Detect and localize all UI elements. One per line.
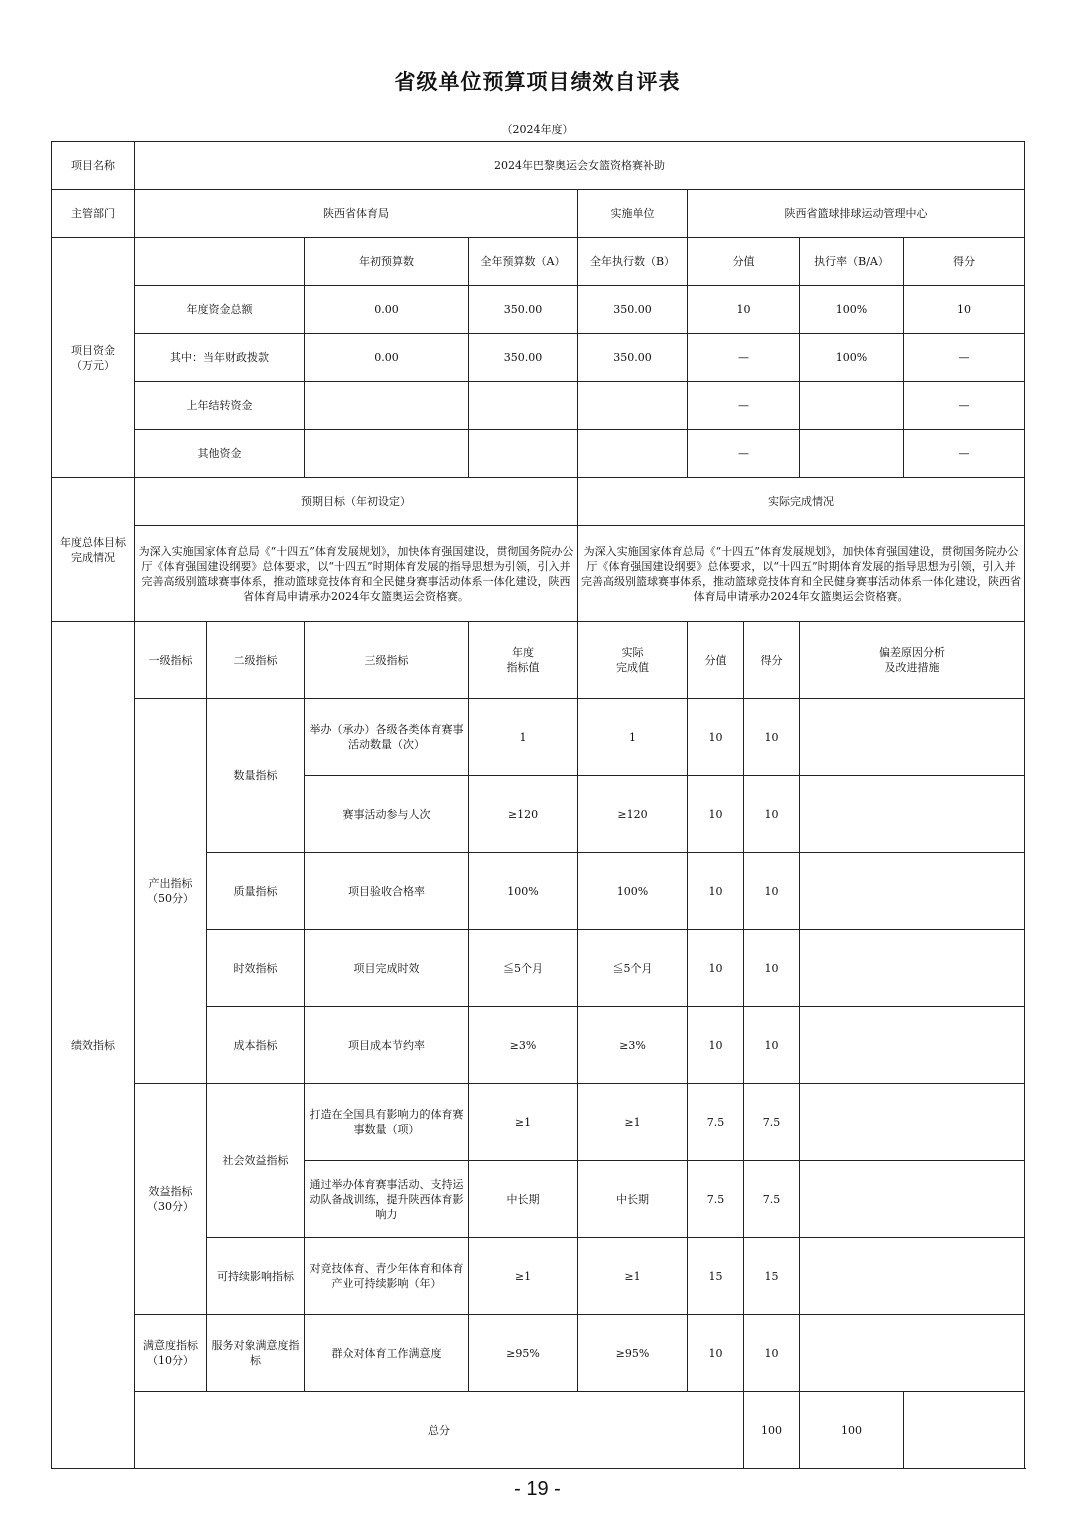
- indicator-deviation: [800, 1238, 1025, 1315]
- funds-header-blank: [135, 238, 305, 286]
- indicator-actual: 1: [578, 699, 688, 776]
- funds-row: [52, 286, 1025, 334]
- indicator-score-value: 10: [688, 930, 744, 1007]
- indicator-deviation: [800, 1084, 1025, 1161]
- perf-header-deviation: 偏差原因分析 及改进措施: [800, 622, 1025, 699]
- indicator-score-value: 10: [688, 1315, 744, 1392]
- total-deviation: [904, 1392, 1025, 1469]
- output-group-label: 产出指标 （50分）: [135, 699, 207, 1084]
- document-title: 省级单位预算项目绩效自评表: [394, 70, 681, 94]
- page-number: - 19 -: [514, 1478, 561, 1500]
- actual-completion-header: 实际完成情况: [578, 478, 1025, 526]
- project-name-row: [52, 142, 1025, 190]
- indicator-score-value: 10: [688, 1007, 744, 1084]
- benefit-group-label: 效益指标 （30分）: [135, 1084, 207, 1315]
- funds-row: [52, 382, 1025, 430]
- indicator-name: 项目验收合格率: [305, 853, 469, 930]
- funds-annual: 350.00: [469, 334, 578, 382]
- goals-header-row: [52, 478, 1025, 526]
- indicator-score: 15: [744, 1238, 800, 1315]
- indicator-deviation: [800, 930, 1025, 1007]
- indicator-score: 10: [744, 699, 800, 776]
- funds-score: 10: [904, 286, 1025, 334]
- indicator-row: [52, 699, 1025, 776]
- funds-initial: [305, 430, 469, 478]
- indicator-deviation: [800, 699, 1025, 776]
- indicator-score: 7.5: [744, 1161, 800, 1238]
- indicator-score: 10: [744, 776, 800, 853]
- funds-row: [52, 334, 1025, 382]
- perf-label: 绩效指标: [52, 622, 135, 1469]
- goals-text-row: [52, 526, 1025, 622]
- indicator-name: 项目成本节约率: [305, 1007, 469, 1084]
- expected-goal-header: 预期目标（年初设定）: [135, 478, 578, 526]
- indicator-score-value: 15: [688, 1238, 744, 1315]
- indicator-name: 举办（承办）各级各类体育赛事活动数量（次）: [305, 699, 469, 776]
- funds-row-name: 上年结转资金: [135, 382, 305, 430]
- indicator-name: 打造在全国具有影响力的体育赛事数量（项）: [305, 1084, 469, 1161]
- funds-initial: [305, 382, 469, 430]
- project-name-value: 2024年巴黎奥运会女篮资格赛补助: [135, 142, 1025, 190]
- indicator-score: 10: [744, 853, 800, 930]
- funds-row-name: 年度资金总额: [135, 286, 305, 334]
- indicator-actual: ≥3%: [578, 1007, 688, 1084]
- funds-score-value: —: [688, 430, 800, 478]
- indicator-actual: ≥95%: [578, 1315, 688, 1392]
- funds-row-name: 其他资金: [135, 430, 305, 478]
- indicator-score: 10: [744, 1315, 800, 1392]
- indicator-target: ≥95%: [469, 1315, 578, 1392]
- indicator-name: 通过举办体育赛事活动、支持运动队备战训练，提升陕西体育影响力: [305, 1161, 469, 1238]
- funds-annual: [469, 382, 578, 430]
- indicator-row: [52, 1315, 1025, 1392]
- funds-executed: [578, 382, 688, 430]
- indicator-target: ≦5个月: [469, 930, 578, 1007]
- timeliness-subgroup-label: 时效指标: [207, 930, 305, 1007]
- perf-header-level1: 一级指标: [135, 622, 207, 699]
- indicator-score-value: 10: [688, 853, 744, 930]
- indicator-row: [52, 1084, 1025, 1161]
- funds-score: —: [904, 382, 1025, 430]
- indicator-actual: ≥1: [578, 1238, 688, 1315]
- funds-executed: 350.00: [578, 334, 688, 382]
- expected-goal-text: 为深入实施国家体育总局《“十四五”体育发展规划》，加快体育强国建设，贯彻国务院办公厅《体育强国建设纲要》总体要求，以“十四五”时期体育发展的指导思想为引领，引入并完善高级别篮球赛事体系，推动篮球竞技体育和全民健身赛事活动体系一体化建设，陕西省体育局申请承办2024年女篮奥运会资格赛。: [135, 526, 578, 622]
- self-evaluation-table: [51, 141, 1025, 1469]
- indicator-actual: 100%: [578, 853, 688, 930]
- dept-label: 主管部门: [52, 190, 135, 238]
- indicator-deviation: [800, 1161, 1025, 1238]
- department-row: [52, 190, 1025, 238]
- satisfaction-group-label: 满意度指标 （10分）: [135, 1315, 207, 1392]
- indicator-score: 7.5: [744, 1084, 800, 1161]
- funds-header-executed: 全年执行数（B）: [578, 238, 688, 286]
- total-score: 100: [800, 1392, 904, 1469]
- funds-rate: [800, 382, 904, 430]
- project-name-label: 项目名称: [52, 142, 135, 190]
- perf-header-actual: 实际 完成值: [578, 622, 688, 699]
- funds-annual: [469, 430, 578, 478]
- funds-initial: 0.00: [305, 286, 469, 334]
- goals-label: 年度总体目标 完成情况: [52, 478, 135, 622]
- funds-rate: 100%: [800, 334, 904, 382]
- funds-score: —: [904, 430, 1025, 478]
- indicator-score: 10: [744, 930, 800, 1007]
- indicator-target: ≥120: [469, 776, 578, 853]
- indicator-actual: ≦5个月: [578, 930, 688, 1007]
- perf-header-level2: 二级指标: [207, 622, 305, 699]
- indicator-score-value: 10: [688, 776, 744, 853]
- perf-header-row: [52, 622, 1025, 699]
- impl-unit-label: 实施单位: [578, 190, 688, 238]
- perf-header-score-value: 分值: [688, 622, 744, 699]
- actual-completion-text: 为深入实施国家体育总局《“十四五”体育发展规划》，加快体育强国建设，贯彻国务院办公厅《体育强国建设纲要》总体要求，以“十四五”时期体育发展的指导思想为引领，引入并完善高级别篮球赛事体系，推动篮球竞技体育和全民健身赛事活动体系一体化建设，陕西省体育局申请承办2024年女篮奥运会资格赛。: [578, 526, 1025, 622]
- indicator-actual: ≥120: [578, 776, 688, 853]
- funds-score-value: 10: [688, 286, 800, 334]
- indicator-deviation: [800, 1315, 1025, 1392]
- funds-score: —: [904, 334, 1025, 382]
- funds-label: 项目资金 （万元）: [52, 238, 135, 478]
- impl-unit-value: 陕西省篮球排球运动管理中心: [688, 190, 1025, 238]
- perf-header-level3: 三级指标: [305, 622, 469, 699]
- funds-header-rate: 执行率（B/A）: [800, 238, 904, 286]
- funds-header-score: 得分: [904, 238, 1025, 286]
- social-subgroup-label: 社会效益指标: [207, 1084, 305, 1238]
- funds-initial: 0.00: [305, 334, 469, 382]
- indicator-name: 赛事活动参与人次: [305, 776, 469, 853]
- sustain-subgroup-label: 可持续影响指标: [207, 1238, 305, 1315]
- perf-header-score: 得分: [744, 622, 800, 699]
- indicator-deviation: [800, 776, 1025, 853]
- funds-header-row: [52, 238, 1025, 286]
- funds-executed: [578, 430, 688, 478]
- total-score-value: 100: [744, 1392, 800, 1469]
- indicator-actual: 中长期: [578, 1161, 688, 1238]
- funds-executed: 350.00: [578, 286, 688, 334]
- indicator-deviation: [800, 853, 1025, 930]
- funds-rate: 100%: [800, 286, 904, 334]
- funds-header-annual: 全年预算数（A）: [469, 238, 578, 286]
- indicator-target: ≥1: [469, 1084, 578, 1161]
- indicator-target: ≥3%: [469, 1007, 578, 1084]
- indicator-target: 中长期: [469, 1161, 578, 1238]
- total-row: [52, 1392, 1025, 1469]
- funds-score-value: —: [688, 382, 800, 430]
- report-year: （2024年度）: [501, 123, 574, 136]
- indicator-name: 项目完成时效: [305, 930, 469, 1007]
- total-label: 总分: [135, 1392, 744, 1469]
- indicator-target: 100%: [469, 853, 578, 930]
- indicator-score-value: 7.5: [688, 1161, 744, 1238]
- indicator-target: 1: [469, 699, 578, 776]
- funds-rate: [800, 430, 904, 478]
- indicator-target: ≥1: [469, 1238, 578, 1315]
- funds-row: [52, 430, 1025, 478]
- funds-header-initial: 年初预算数: [305, 238, 469, 286]
- service-subgroup-label: 服务对象满意度指标: [207, 1315, 305, 1392]
- indicator-score-value: 10: [688, 699, 744, 776]
- indicator-score: 10: [744, 1007, 800, 1084]
- funds-annual: 350.00: [469, 286, 578, 334]
- indicator-deviation: [800, 1007, 1025, 1084]
- indicator-name: 群众对体育工作满意度: [305, 1315, 469, 1392]
- indicator-score-value: 7.5: [688, 1084, 744, 1161]
- indicator-name: 对竞技体育、青少年体育和体育产业可持续影响（年）: [305, 1238, 469, 1315]
- perf-header-target: 年度 指标值: [469, 622, 578, 699]
- funds-header-score-value: 分值: [688, 238, 800, 286]
- quality-subgroup-label: 质量指标: [207, 853, 305, 930]
- cost-subgroup-label: 成本指标: [207, 1007, 305, 1084]
- quantity-subgroup-label: 数量指标: [207, 699, 305, 853]
- dept-value: 陕西省体育局: [135, 190, 578, 238]
- funds-row-name: 其中：当年财政拨款: [135, 334, 305, 382]
- indicator-actual: ≥1: [578, 1084, 688, 1161]
- funds-score-value: —: [688, 334, 800, 382]
